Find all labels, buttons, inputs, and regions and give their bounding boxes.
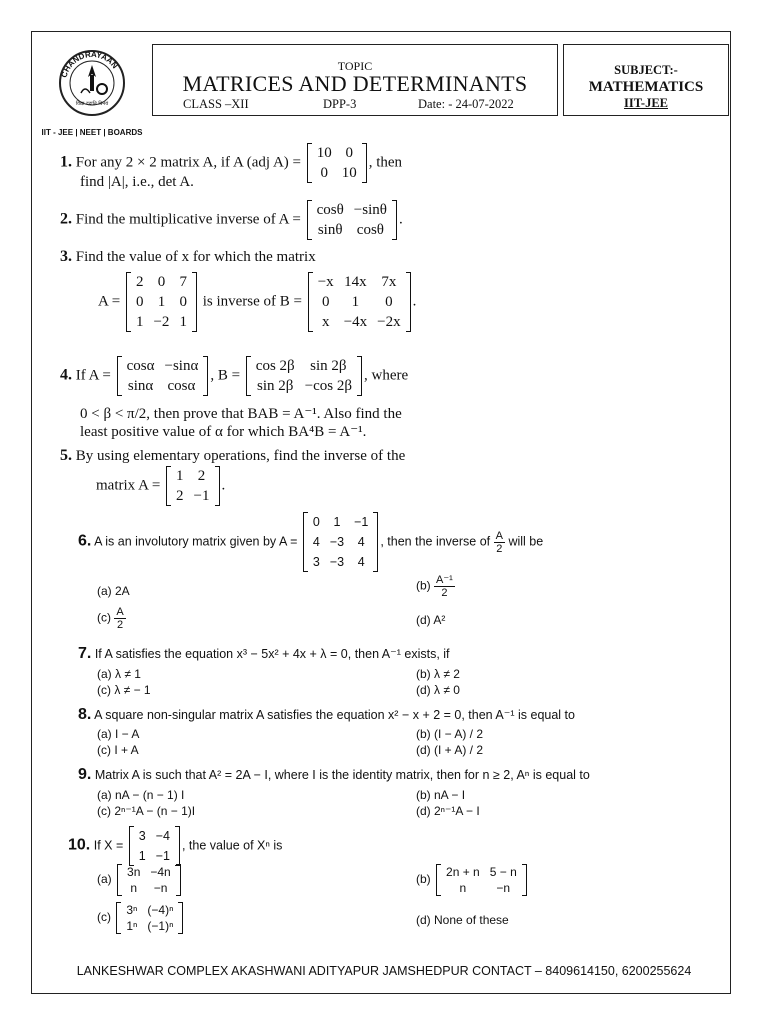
topic-header bbox=[152, 44, 558, 116]
q6-fraction: $\frac{A}{2}$ bbox=[495, 529, 503, 555]
matrix-cell: −1 bbox=[354, 515, 369, 529]
matrix-cell: (−1)ⁿ bbox=[147, 919, 174, 933]
q7-option-a[interactable]: (a) λ ≠ 1 bbox=[97, 667, 141, 681]
matrix-cell: −3 bbox=[329, 535, 345, 549]
q3-matrix-b bbox=[308, 272, 411, 332]
matrix-cell: sinθ bbox=[317, 222, 343, 238]
question-5-matrix-line: matrix A = 1 2 2 −1 . bbox=[96, 468, 226, 504]
logo-emblem-icon bbox=[57, 43, 127, 125]
q10-option-c[interactable]: (c) 3ⁿ (−4)ⁿ 1ⁿ (−1)ⁿ bbox=[97, 902, 185, 934]
question-10: 10. If X = 3 −4 1 −1 , the value of Xⁿ is bbox=[68, 826, 282, 866]
matrix-cell: cosθ bbox=[316, 202, 344, 218]
q7-option-d[interactable]: (d) λ ≠ 0 bbox=[416, 683, 460, 697]
matrix-cell: 2 bbox=[176, 488, 184, 504]
matrix-cell: −4x bbox=[343, 314, 368, 330]
q7-option-c[interactable]: (c) λ ≠ − 1 bbox=[97, 683, 151, 697]
q3-matrix-a bbox=[126, 272, 197, 332]
matrix-cell: 7x bbox=[381, 274, 397, 290]
class-label: CLASS –XII bbox=[183, 97, 249, 111]
question-6: 6. A is an involutory matrix given by A = 0 1 −1 4 −3 4 3 −3 4 , then the inverse of $\frac{A}{2}$ will be bbox=[78, 512, 543, 572]
matrix-cell: sin 2β bbox=[257, 378, 294, 394]
question-9: 9. Matrix A is such that A² = 2A − I, where I is the identity matrix, then for n ≥ 2, Aⁿ is equal to bbox=[78, 766, 590, 783]
question-3: 3. Find the value of x for which the matrix bbox=[60, 248, 316, 265]
matrix-cell: 2 bbox=[197, 468, 206, 484]
matrix-cell: 4 bbox=[357, 555, 365, 569]
matrix-cell: 2n + n bbox=[446, 865, 480, 879]
dpp-label: DPP-3 bbox=[323, 97, 357, 111]
matrix-cell: 0 bbox=[321, 294, 330, 310]
matrix-cell: cosα bbox=[167, 378, 196, 394]
matrix-cell: 7 bbox=[179, 274, 187, 290]
question-8: 8. A square non-singular matrix A satisfies the equation x² − x + 2 = 0, then A⁻¹ is equal to bbox=[78, 706, 575, 723]
logo-ring-text: CHANDRAYAAN bbox=[59, 49, 120, 79]
matrix-cell: 1 bbox=[333, 515, 341, 529]
matrix-cell: −4n bbox=[150, 865, 171, 879]
matrix-cell: 0 bbox=[385, 294, 393, 310]
institute-logo bbox=[37, 41, 147, 144]
q10-option-a-matrix bbox=[117, 864, 181, 896]
matrix-cell: −sinθ bbox=[353, 202, 387, 218]
question-2: 2. Find the multiplicative inverse of A = cosθ −sinθ sinθ cosθ . bbox=[60, 202, 403, 238]
q9-option-b[interactable]: (b) nA − I bbox=[416, 788, 466, 802]
matrix-cell: 0 bbox=[320, 165, 328, 181]
matrix-cell: 5 − n bbox=[489, 865, 517, 879]
q1-matrix bbox=[307, 143, 367, 183]
matrix-cell: −1 bbox=[155, 849, 170, 863]
matrix-cell: 3n bbox=[127, 865, 141, 879]
matrix-cell: 10 bbox=[316, 145, 332, 161]
matrix-cell: (−4)ⁿ bbox=[147, 903, 174, 917]
matrix-cell: 1ⁿ bbox=[126, 919, 138, 933]
q2-matrix bbox=[307, 200, 397, 240]
matrix-cell: 4 bbox=[357, 535, 365, 549]
question-3-matrices: A = 2 0 7 0 1 0 1 −2 1 is inverse of B = −x 14x 7x 0 1 0 x −4x −2x . bbox=[98, 274, 417, 330]
q10-option-a[interactable]: (a) 3n −4n n −n bbox=[97, 864, 183, 896]
matrix-cell: n bbox=[459, 881, 467, 895]
matrix-cell: 0 bbox=[312, 515, 320, 529]
matrix-cell: 0 bbox=[157, 274, 166, 290]
matrix-cell: sinα bbox=[127, 378, 154, 394]
question-4: 4. If A = cosα −sinα sinα cosα , B = cos 2β sin 2β sin 2β −cos 2β , where bbox=[60, 358, 409, 394]
subject-exam: IIT-JEE bbox=[623, 96, 668, 110]
matrix-cell: 1 bbox=[157, 294, 166, 310]
matrix-cell: 1 bbox=[179, 314, 187, 330]
matrix-cell: 3 bbox=[312, 555, 320, 569]
matrix-cell: cos 2β bbox=[255, 358, 295, 374]
q10-option-b[interactable]: (b) 2n + n 5 − n n −n bbox=[416, 864, 529, 896]
matrix-cell: 4 bbox=[312, 535, 320, 549]
q10-option-c-matrix bbox=[116, 902, 183, 934]
matrix-cell: n bbox=[130, 881, 138, 895]
matrix-cell: 1 bbox=[135, 314, 144, 330]
matrix-cell: −n bbox=[153, 881, 168, 895]
question-5: 5. By using elementary operations, find the inverse of the bbox=[60, 447, 406, 464]
matrix-cell: −1 bbox=[193, 488, 210, 504]
q4-matrix-b bbox=[246, 356, 362, 396]
page-title: MATRICES AND DETERMINANTS bbox=[182, 71, 528, 96]
q7-option-b[interactable]: (b) λ ≠ 2 bbox=[416, 667, 460, 681]
question-4-line2: 0 < β < π/2, then prove that BAB = A⁻¹. Also find the bbox=[80, 406, 402, 422]
matrix-cell: −3 bbox=[329, 555, 345, 569]
matrix-cell: 14x bbox=[344, 274, 367, 290]
subject-label: SUBJECT:- bbox=[614, 63, 678, 77]
matrix-cell: sin 2β bbox=[310, 358, 347, 374]
matrix-cell: 0 bbox=[179, 294, 187, 310]
q8-option-b[interactable]: (b) (I − A) / 2 bbox=[416, 727, 484, 741]
matrix-cell: cosθ bbox=[356, 222, 384, 238]
matrix-cell: 0 bbox=[345, 145, 353, 161]
matrix-cell: −n bbox=[496, 881, 511, 895]
subject-box bbox=[563, 44, 729, 116]
matrix-cell: −2 bbox=[153, 314, 170, 330]
question-1-line2: find |A|, i.e., det A. bbox=[80, 174, 194, 190]
matrix-cell: −4 bbox=[155, 829, 170, 843]
q9-option-d[interactable]: (d) 2ⁿ⁻¹A − I bbox=[416, 804, 480, 818]
q9-option-c[interactable]: (c) 2ⁿ⁻¹A − (n − 1)I bbox=[97, 804, 196, 818]
q8-option-c[interactable]: (c) I + A bbox=[97, 743, 139, 757]
q10-option-b-matrix bbox=[436, 864, 527, 896]
subject-name: MATHEMATICS bbox=[588, 79, 704, 95]
matrix-cell: −x bbox=[317, 274, 334, 290]
q6-matrix bbox=[303, 512, 378, 572]
matrix-cell: −sinα bbox=[164, 358, 199, 374]
date-label: Date: - 24-07-2022 bbox=[418, 97, 514, 111]
matrix-cell: 3 bbox=[138, 829, 146, 843]
logo-caption: IIT - JEE | NEET | BOARDS bbox=[41, 128, 143, 137]
q4-matrix-a bbox=[117, 356, 209, 396]
matrix-cell: 3ⁿ bbox=[126, 903, 138, 917]
q8-option-d[interactable]: (d) (I + A) / 2 bbox=[416, 743, 484, 757]
q6-option-b[interactable]: (b) $\frac{\text{A⁻¹}}{2}$ bbox=[416, 574, 453, 599]
matrix-cell: −2x bbox=[377, 314, 401, 330]
footer-contact: LANKESHWAR COMPLEX AKASHWANI ADITYAPUR JAMSHEDPUR CONTACT – 8409614150, 6200255624 bbox=[76, 964, 692, 978]
logo-motto: विद्या ददाति विनयं bbox=[75, 101, 109, 107]
q10-option-d[interactable]: (d) None of these bbox=[416, 913, 509, 927]
topic-label: TOPIC bbox=[337, 59, 373, 73]
q10-matrix bbox=[129, 826, 180, 866]
matrix-cell: 2 bbox=[135, 274, 144, 290]
matrix-cell: 1 bbox=[351, 294, 360, 310]
question-1: 1. For any 2 × 2 matrix A, if A (adj A) = 10 0 0 10 , then bbox=[60, 145, 403, 181]
matrix-cell: 10 bbox=[341, 165, 357, 181]
question-7: 7. If A satisfies the equation x³ − 5x² + 4x + λ = 0, then A⁻¹ exists, if bbox=[78, 645, 450, 662]
question-4-line3: least positive value of α for which BA⁴B = A⁻¹. bbox=[80, 424, 367, 440]
matrix-cell: x bbox=[321, 314, 330, 330]
q6-option-c[interactable]: (c) $\frac{A}{2}$ bbox=[97, 606, 124, 631]
q9-option-a[interactable]: (a) nA − (n − 1) I bbox=[97, 788, 185, 802]
matrix-cell: −cos 2β bbox=[304, 378, 353, 394]
matrix-cell: 1 bbox=[138, 849, 146, 863]
q6-option-d[interactable]: (d) A² bbox=[416, 613, 446, 627]
matrix-cell: 1 bbox=[176, 468, 184, 484]
matrix-cell: cosα bbox=[126, 358, 155, 374]
q6-option-a[interactable]: (a) 2A bbox=[97, 584, 130, 598]
matrix-cell: 0 bbox=[135, 294, 144, 310]
q5-matrix bbox=[166, 466, 219, 506]
q8-option-a[interactable]: (a) I − A bbox=[97, 727, 140, 741]
